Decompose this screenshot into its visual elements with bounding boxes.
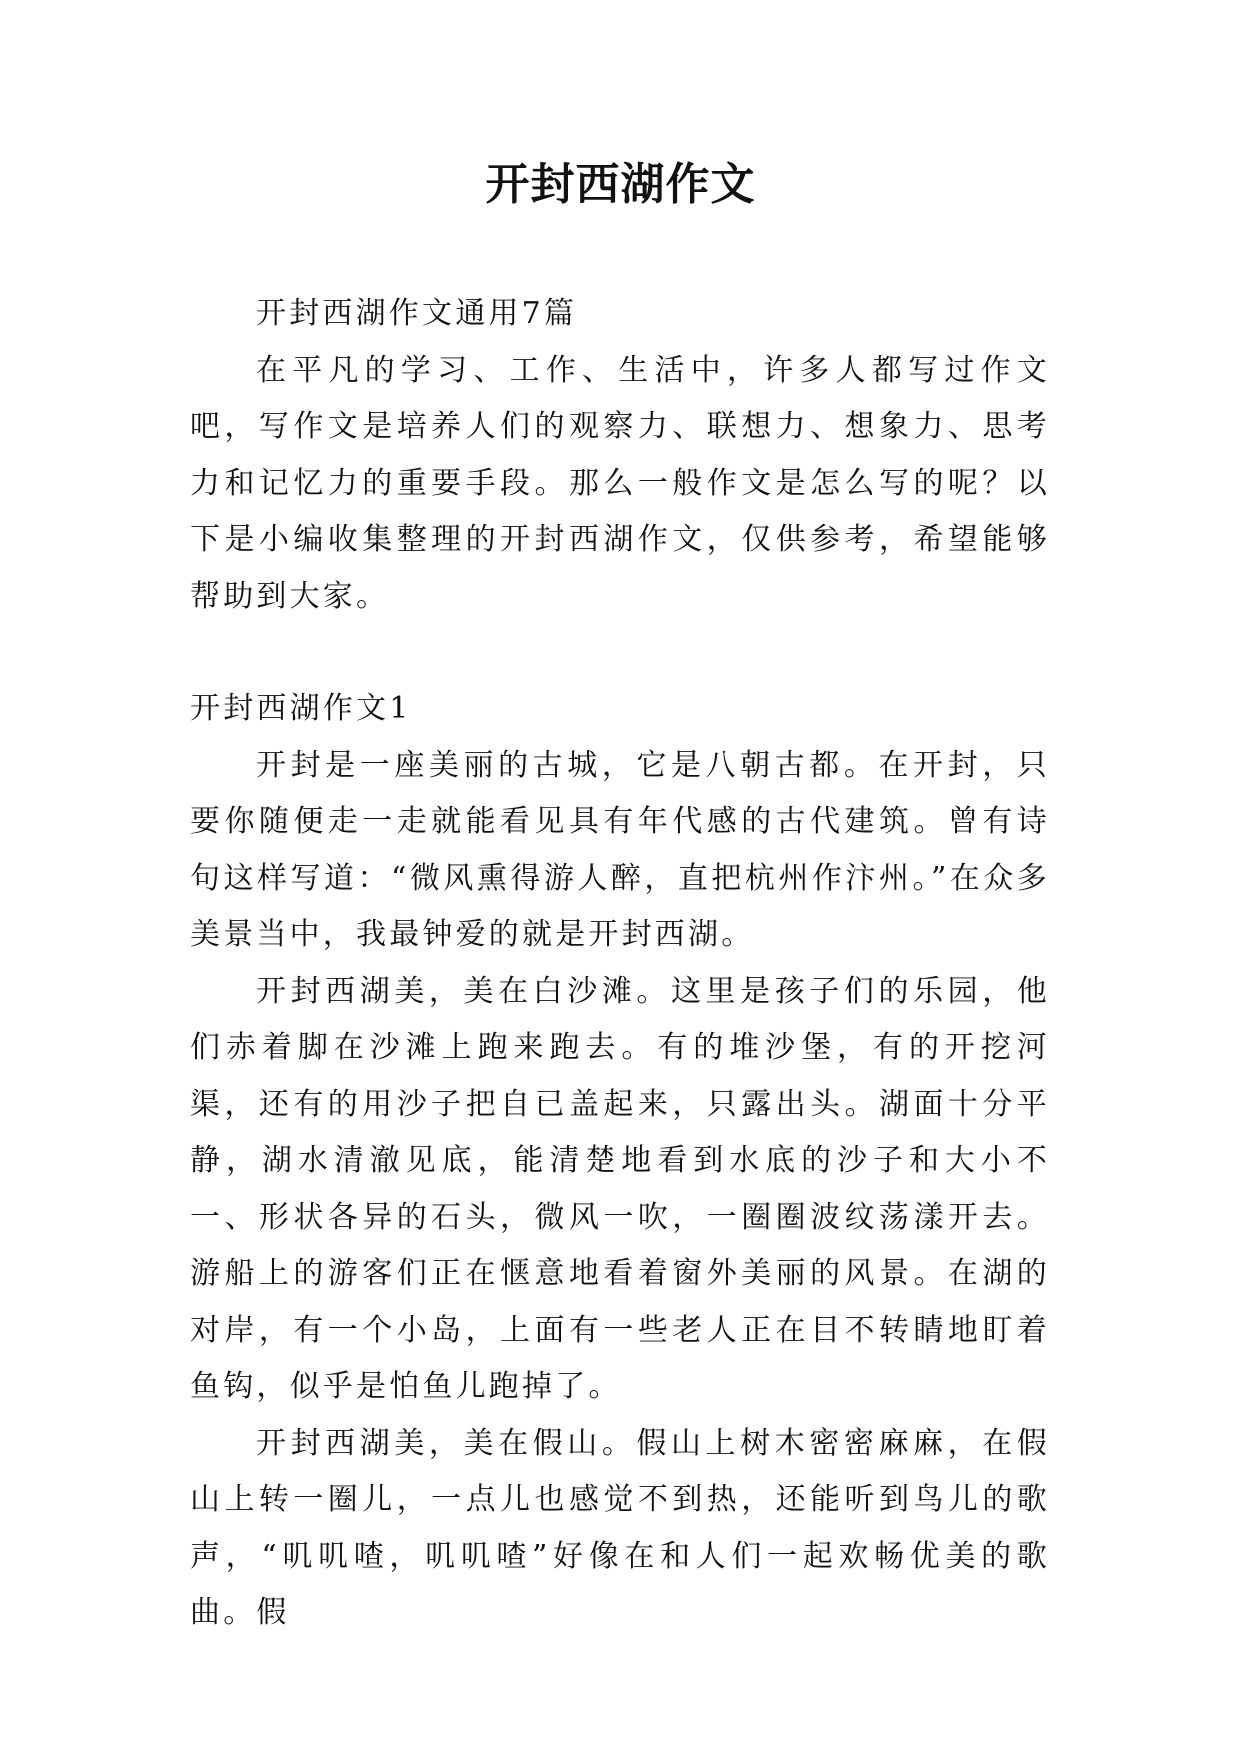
document-body (190, 286, 1050, 1642)
intro-paragraph: 在平凡的学习、工作、生活中，许多人都写过作文吧，写作文是培养人们的观察力、联想力、想象力、思考力和记忆力的重要手段。那么一般作文是怎么写的呢？以下是小编收集整理的开封西湖作文，仅供参考，希望能够帮助到大家。 (190, 352, 1050, 614)
body-paragraph: 开封是一座美丽的古城，它是八朝古都。在开封，只要你随便走一走就能看见具有年代感的古代建筑。曾有诗句这样写道：“微风熏得游人醉，直把杭州作汴州。”在众多美景当中，我最钟爱的就是开封西湖。 (190, 747, 1050, 952)
body-paragraph: 开封西湖美，美在假山。假山上树木密密麻麻，在假山上转一圈儿，一点儿也感觉不到热，还能听到鸟儿的歌声，“叽叽喳，叽叽喳”好像在和人们一起欢畅优美的歌曲。假 (190, 1425, 1050, 1630)
section-heading: 开封西湖作文1 (190, 691, 412, 726)
document-title: 开封西湖作文 (485, 159, 756, 210)
body-paragraph: 开封西湖美，美在白沙滩。这里是孩子们的乐园，他们赤着脚在沙滩上跑来跑去。有的堆沙堡，有的开挖河渠，还有的用沙子把自已盖起来，只露出头。湖面十分平静，湖水清澈见底，能清楚地看到水底的沙子和大小不一、形状各异的石头，微风一吹，一圈圈波纹荡漾开去。游船上的游客们正在惬意地看着窗外美丽的风景。在湖的对岸，有一个小岛，上面有一些老人正在目不转睛地盯着鱼钩，似乎是怕鱼儿跑掉了。 (190, 973, 1050, 1404)
document-subtitle: 开封西湖作文通用7篇 (256, 296, 578, 331)
